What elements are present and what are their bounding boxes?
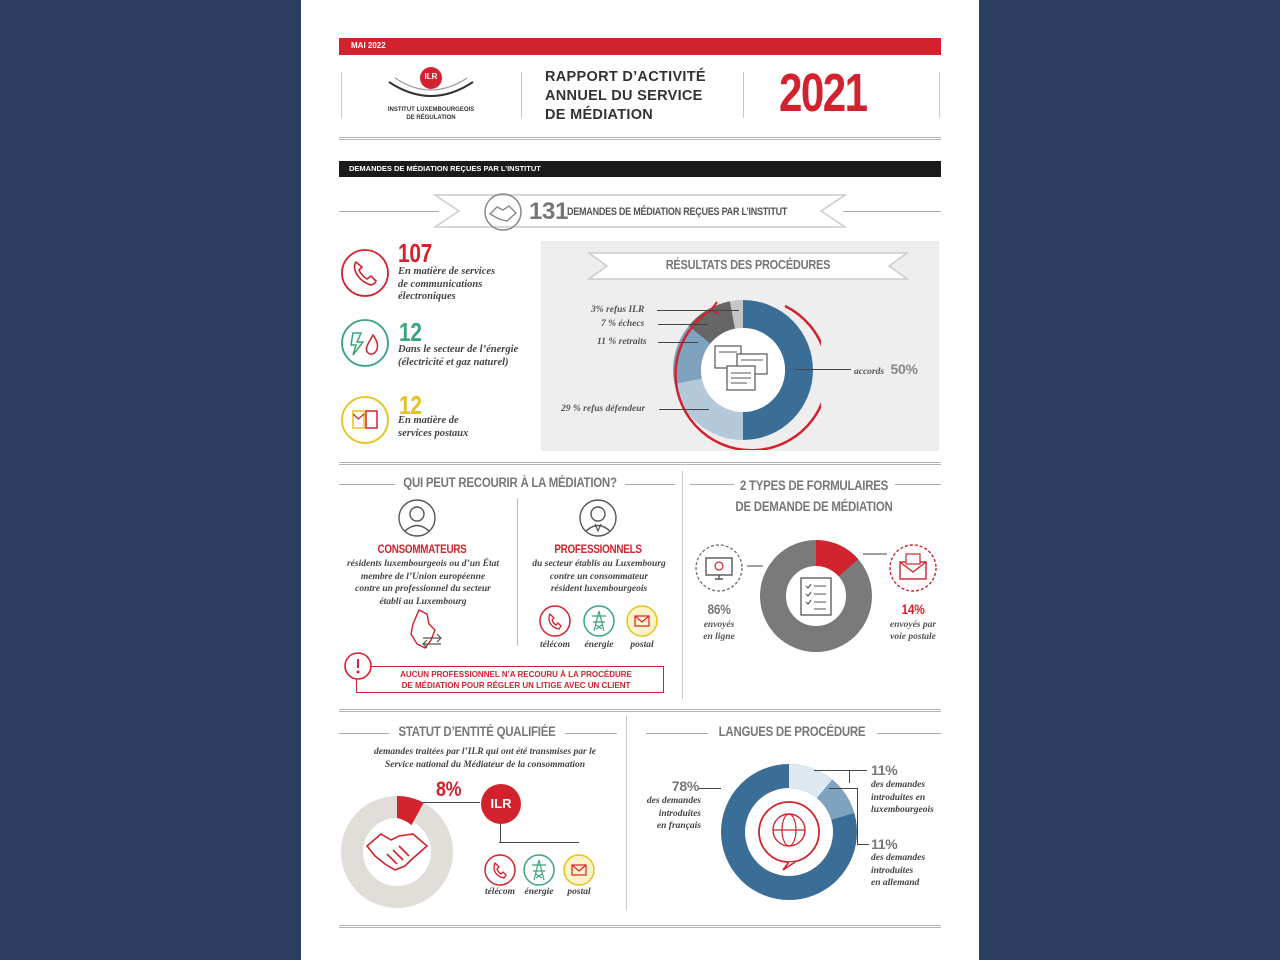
sector-label-postal: postal <box>630 640 654 650</box>
sector-energy-number: 12 <box>399 317 422 347</box>
languages-title: LANGUES DE PROCÉDURE <box>718 724 866 739</box>
top-red-bar <box>339 38 941 55</box>
label-refus-ilr: 3% refus ILR <box>591 305 645 315</box>
energy-pylon-icon <box>582 604 616 638</box>
report-date: MAI 2022 <box>351 41 386 50</box>
sector-energy-desc: Dans le secteur de l’énergie (électricité et gaz naturel) <box>398 344 519 368</box>
languages-donut-chart <box>715 758 863 906</box>
qualified-desc: demandes traitées par l’ILR qui ont été transmises par le Service national du Médiateur de la consommation <box>374 747 596 770</box>
lang-lu-pct: 11% <box>871 762 898 778</box>
online-desc: envoyés en ligne <box>703 620 735 642</box>
pros-desc: du secteur établis au Luxembourg contre un consommateur résident luxembourgeois <box>532 559 666 594</box>
postal-desc: envoyés par voie postale <box>889 620 937 642</box>
forms-donut-chart <box>739 534 889 656</box>
ilr-logo <box>381 62 481 126</box>
mailbox-icon <box>339 394 391 446</box>
who-title: QUI PEUT RECOURIR À LA MÉDIATION? <box>403 475 617 490</box>
pros-title: PROFESSIONNELS <box>554 542 642 556</box>
consumers-title: CONSOMMATEURS <box>377 542 467 556</box>
lang-lu-desc: des demandes introduites en luxembourgeois <box>871 780 934 815</box>
warning-text: AUCUN PROFESSIONNEL N’A RECOURU À LA PROCÉDURE DE MÉDIATION POUR RÉGLER UN LITIGE AVEC UN CLIENT <box>400 670 632 690</box>
qualified-donut-chart <box>337 790 461 914</box>
online-monitor-icon <box>693 542 745 594</box>
handshake-icon <box>481 192 525 232</box>
energy-icon <box>339 317 391 369</box>
org-name: INSTITUT LUXEMBOURGEOIS DE RÉGULATION <box>387 107 475 121</box>
postal-mail-icon <box>887 542 939 594</box>
qualified-label-postal: postal <box>567 887 591 897</box>
lang-fr-pct: 78% <box>671 778 699 794</box>
total-label: DEMANDES DE MÉDIATION REÇUES PAR L’INSTITUT <box>567 206 788 218</box>
logo-badge-text: ILR <box>424 72 438 81</box>
report-title: RAPPORT D’ACTIVITÉ ANNUEL DU SERVICE DE MÉDIATION <box>545 69 706 123</box>
qualified-postal-icon <box>562 853 596 887</box>
label-echecs: 7 % échecs <box>601 319 645 329</box>
ilr-badge-text: ILR <box>490 796 512 811</box>
report-page <box>301 0 979 960</box>
sector-postal-number: 12 <box>399 390 422 420</box>
sector-postal-desc: En matière de services postaux <box>398 415 469 439</box>
sector-telecom-number: 107 <box>398 238 432 268</box>
lang-fr-desc: des demandes introduites en français <box>646 796 701 831</box>
telecom-icon <box>538 604 572 638</box>
online-pct: 86% <box>707 601 731 617</box>
postal-pct: 14% <box>901 601 925 617</box>
sector-label-telecom: télécom <box>539 640 571 650</box>
qualified-energy-icon <box>522 853 556 887</box>
report-year: 2021 <box>779 63 867 123</box>
qualified-pct: 8% <box>436 778 462 801</box>
results-title: RÉSULTATS DES PROCÉDURES <box>665 257 831 272</box>
warning-icon <box>343 651 373 681</box>
ilr-logo-icon <box>381 62 481 104</box>
ilr-badge <box>481 784 521 824</box>
qualified-title: STATUT D’ENTITÉ QUALIFIÉE <box>398 724 556 739</box>
total-number: 131 <box>529 198 569 225</box>
consumers-desc: résidents luxembourgeois ou d’un État membre de l’Union européenne contre un professionnel du secteur établi au Luxembourg <box>346 559 500 607</box>
professional-avatar-icon <box>578 498 618 538</box>
section-bar <box>339 161 941 177</box>
section-bar-title: DEMANDES DE MÉDIATION REÇUES PAR L’INSTITUT <box>349 164 541 173</box>
consumer-avatar-icon <box>397 498 437 538</box>
postal-envelope-icon <box>625 604 659 638</box>
sector-telecom-desc: En matière de services de communications électroniques <box>398 266 496 302</box>
label-refus-defendeur: 29 % refus défendeur <box>561 404 646 414</box>
results-donut-chart <box>651 290 821 450</box>
forms-title: 2 TYPES DE FORMULAIRES DE DEMANDE DE MÉDIATION <box>735 478 893 514</box>
qualified-label-telecom: télécom <box>484 887 516 897</box>
sector-label-energie: énergie <box>584 640 614 650</box>
luxembourg-map-icon <box>405 608 445 652</box>
phone-icon <box>339 247 391 299</box>
qualified-label-energie: énergie <box>524 887 554 897</box>
qualified-telecom-icon <box>483 853 517 887</box>
lang-de-pct: 11% <box>871 836 898 852</box>
label-accords: accords 50% <box>854 361 918 377</box>
warning-box <box>356 666 664 693</box>
lang-de-desc: des demandes introduites en allemand <box>871 853 926 888</box>
label-retraits: 11 % retraits <box>597 337 647 347</box>
